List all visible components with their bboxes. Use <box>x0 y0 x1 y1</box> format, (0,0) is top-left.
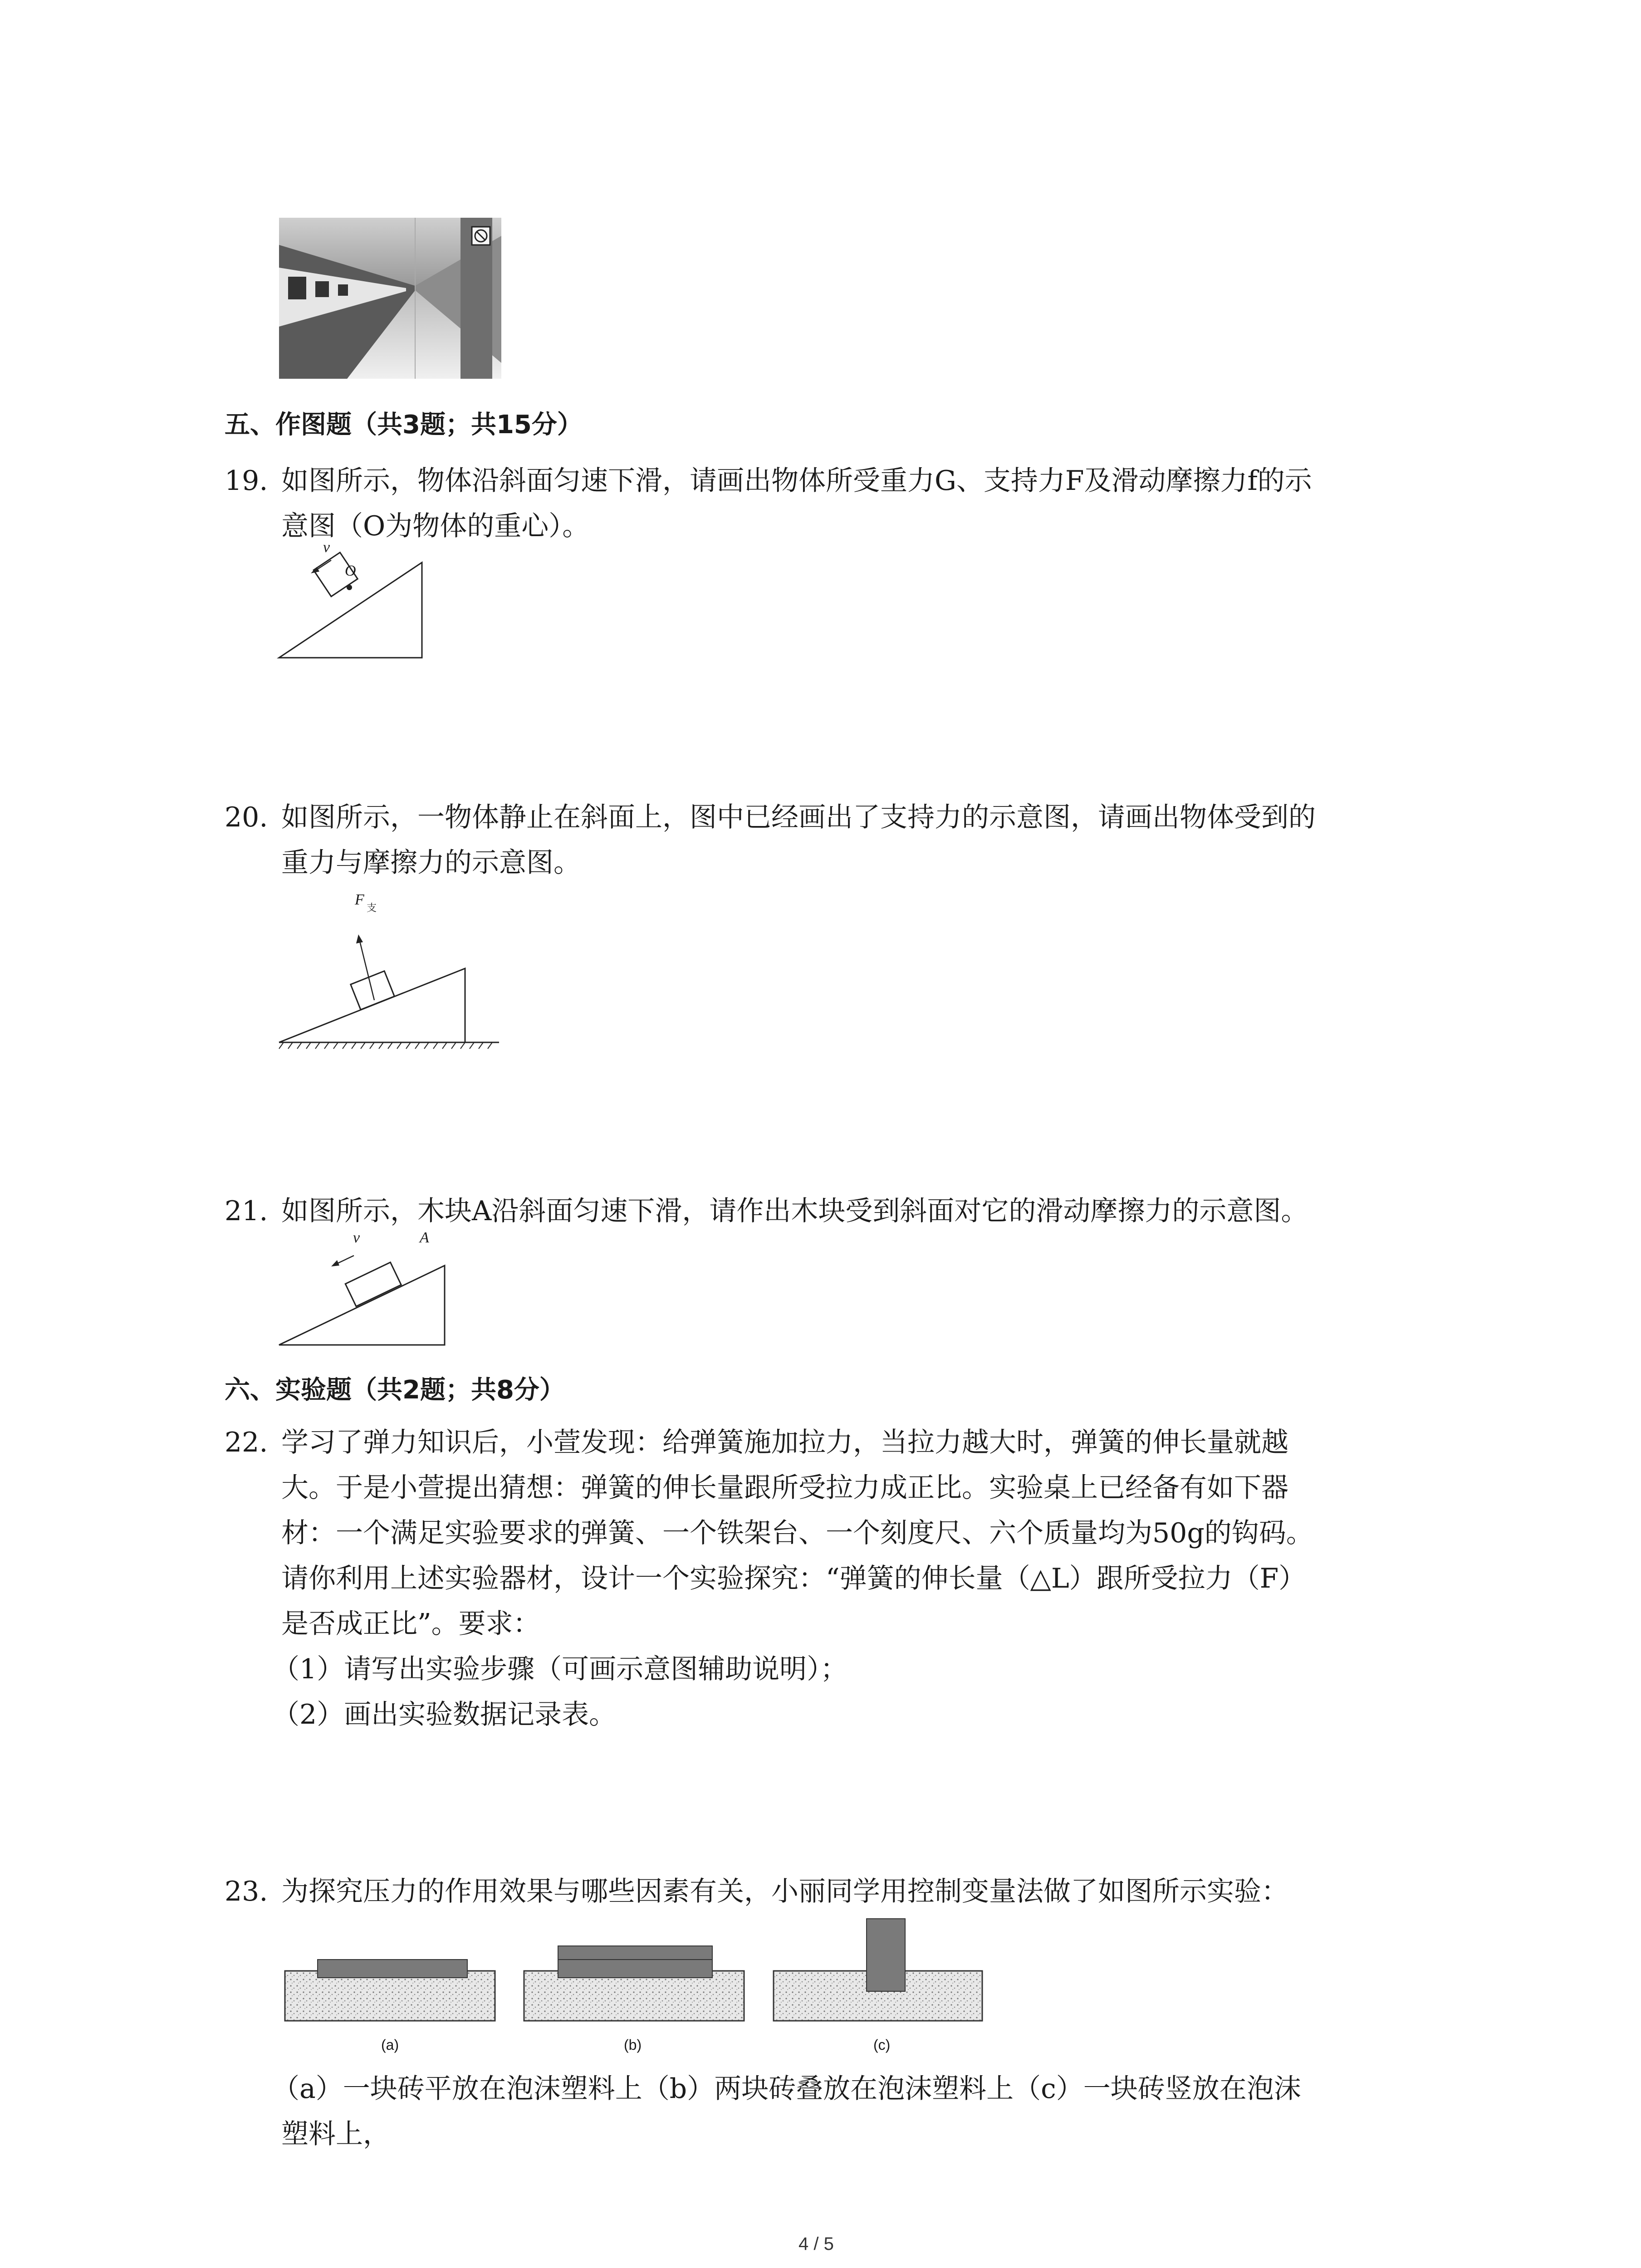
q22-line5: 是否成正比”。要求： <box>281 1608 540 1640</box>
q22-number: 22. <box>225 1427 268 1458</box>
q23-foam-diagram <box>277 1914 994 2037</box>
q19-line2: 意图（O为物体的重心）。 <box>281 510 590 542</box>
q22-line4: 请你利用上述实验器材，设计一个实验探究：“弹簧的伸长量（△L）跟所受拉力（F） <box>281 1563 1306 1594</box>
q21-number: 21. <box>225 1195 268 1227</box>
q20-line2: 重力与摩擦力的示意图。 <box>281 847 581 879</box>
q20-label-f: F <box>355 891 364 908</box>
q23-line3: 塑料上， <box>281 2118 390 2150</box>
q19-label-o: O <box>345 562 356 579</box>
q20-label-sub: 支 <box>367 903 377 914</box>
q23-number: 23. <box>225 1876 268 1907</box>
q23-caption-b: (b) <box>624 2037 642 2053</box>
q19-number: 19. <box>225 465 268 497</box>
section-six-heading: 六、实验题（共2题；共8分） <box>225 1375 565 1405</box>
q21-line1: 如图所示，木块A沿斜面匀速下滑，请作出木块受到斜面对它的滑动摩擦力的示意图。 <box>281 1195 1308 1227</box>
q20-incline-diagram <box>277 898 504 1057</box>
q21-label-a: A <box>420 1229 429 1246</box>
q22-line3: 材：一个满足实验要求的弹簧、一个铁架台、一个刻度尺、六个质量均为50g的钩码。 <box>281 1517 1313 1549</box>
q22-line1: 学习了弹力知识后，小萱发现：给弹簧施加拉力，当拉力越大时，弹簧的伸长量就越 <box>281 1427 1288 1458</box>
q20-number: 20. <box>225 802 268 833</box>
q21-incline-diagram <box>277 1234 449 1352</box>
subway-photo <box>279 218 501 379</box>
q23-line2: （a）一块砖平放在泡沫塑料上（b）两块砖叠放在泡沫塑料上（c）一块砖竖放在泡沫 <box>272 2073 1301 2105</box>
q22-sub1: （1）请写出实验步骤（可画示意图辅助说明）； <box>272 1653 848 1685</box>
q19-incline-diagram <box>277 544 426 662</box>
q23-line1: 为探究压力的作用效果与哪些因素有关，小丽同学用控制变量法做了如图所示实验： <box>281 1876 1288 1907</box>
section-five-heading: 五、作图题（共3题；共15分） <box>225 410 583 440</box>
q23-caption-a: (a) <box>381 2037 399 2053</box>
q23-caption-c: (c) <box>873 2037 891 2053</box>
q19-label-v: v <box>323 539 330 556</box>
q20-line1: 如图所示，一物体静止在斜面上，图中已经画出了支持力的示意图，请画出物体受到的 <box>281 802 1316 833</box>
q21-label-v: v <box>353 1229 360 1246</box>
q22-sub2: （2）画出实验数据记录表。 <box>272 1699 617 1730</box>
q19-line1: 如图所示，物体沿斜面匀速下滑，请画出物体所受重力G、支持力F及滑动摩擦力f的示 <box>281 465 1312 497</box>
q22-line2: 大。于是小萱提出猜想：弹簧的伸长量跟所受拉力成正比。实验桌上已经备有如下器 <box>281 1472 1288 1504</box>
page-number: 4 / 5 <box>798 2234 834 2254</box>
